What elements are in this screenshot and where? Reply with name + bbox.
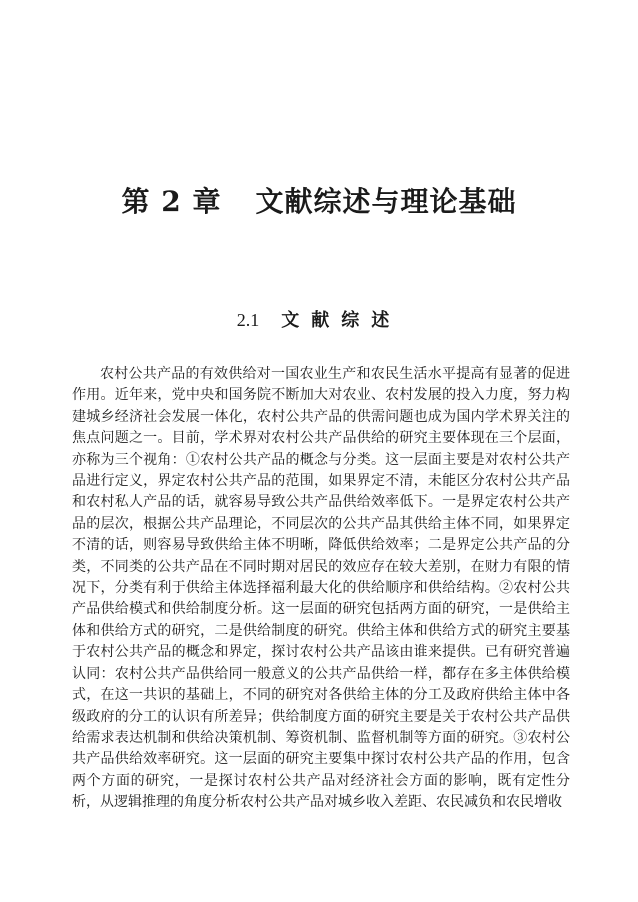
chapter-label: 第 2 章 xyxy=(121,185,222,218)
section-number: 2.1 xyxy=(236,310,260,330)
body-paragraph: 农村公共产品的有效供给对一国农业生产和农民生活水平提高有显著的促进作用。近年来，党中央和国务院不断加大对农业、农村发展的投入力度，努力构建城乡经济社会发展一体化，农村公共产品的供需问题也成为国内学术界关注的焦点问题之一。目前，学术界对农村公共产品供给的研究主要体现在三个层面，亦称为三个视角：①农村公共产品的概念与分类。这一层面主要是对农村公共产品进行定义，界定农村公共产品的范围，如果界定不清，未能区分农村公共产品和农村私人产品的话，就容易导致公共产品供给效率低下。一是界定农村公共产品的层次，根据公共产品理论，不同层次的公共产品其供给主体不同，如果界定不清的话，则容易导致供给主体不明晰，降低供给效率；二是界定公共产品的分类，不同类的公共产品在不同时期对居民的效应存在较大差别，在财力有限的情况下，分类有利于供给主体选择福利最大化的供给顺序和供给结构。②农村公共产品供给模式和供给制度分析。这一层面的研究包括两方面的研究，一是供给主体和供给方式的研究，二是供给制度的研究。供给主体和供给方式的研究主要基于农村公共产品的概念和界定，探讨农村公共产品该由谁来提供。已有研究普遍认同：农村公共产品供给同一般意义的公共产品供给一样，都存在多主体供给模式，在这一共识的基础上，不同的研究对各供给主体的分工及政府供给主体中各级政府的分工的认识有所差异；供给制度方面的研究主要是关于农村公共产品供给需求表达机制和供给决策机制、筹资机制、监督机制等方面的研究。③农村公共产品供给效率研究。这一层面的研究主要集中探讨农村公共产品的作用，包含两个方面的研究，一是探讨农村公共产品对经济社会方面的影响，既有定性分析，从逻辑推理的角度分析农村公共产品对城乡收入差距、农民减负和农民增收 xyxy=(72,366,570,811)
chapter-title xyxy=(0,180,638,220)
section-title xyxy=(0,306,638,332)
chapter-name: 文献综述与理论基础 xyxy=(255,185,517,218)
body-text xyxy=(72,364,570,814)
section-name: 文献综述 xyxy=(281,310,402,331)
